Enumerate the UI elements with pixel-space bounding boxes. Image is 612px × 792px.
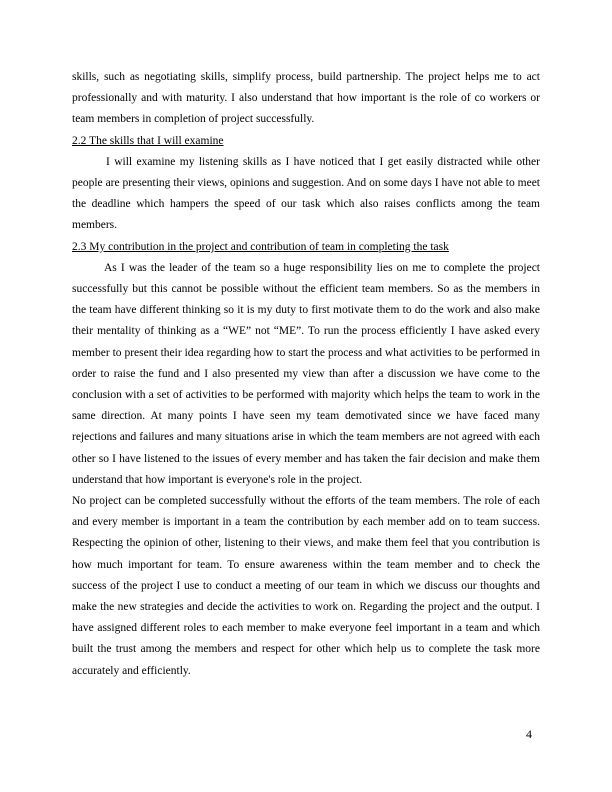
paragraph-continuation: skills, such as negotiating skills, simplify process, build partnership. The project helps me to act professionally and with maturity. I also understand that how important is the role of co workers or team members in completion of project successfully. bbox=[72, 71, 540, 126]
page-number: 4 bbox=[526, 727, 532, 741]
section-heading-2-2: 2.2 The skills that I will examine bbox=[72, 134, 224, 147]
paragraph-team-effort: No project can be completed successfully without the efforts of the team members. The role of each and every member is important in a team the contribution by each member add on to team success. Respecting the opinion of other, listening to their views, and make them feel that you contribution is how much important for team. To ensure awareness within the team member and to check the success of the project I use to conduct a meeting of our team in which we discuss our thoughts and make the new strategies and decide the activities to work on. Regarding the project and the output. I have assigned different roles to each member to make everyone feel important in a team and which built the trust among the members and respect for other which help us to complete the task more accurately and efficiently. bbox=[72, 495, 540, 677]
section-heading-2-3: 2.3 My contribution in the project and contribution of team in completing the task bbox=[72, 240, 449, 253]
page-body bbox=[72, 67, 540, 682]
paragraph-skills-examine: I will examine my listening skills as I have noticed that I get easily distracted while other people are presenting their views, opinions and suggestion. And on some days I have not able to meet the deadline which hampers the speed of our task which also raises conflicts among the team members. bbox=[72, 155, 540, 232]
paragraph-contribution: As I was the leader of the team so a huge responsibility lies on me to complete the project successfully but this cannot be possible without the efficient team members. So as the members in the team have different thinking so it is my duty to first motivate them to do the work and also make their mentality of thinking as a “WE” not “ME”. To run the process efficiently I have asked every member to present their idea regarding how to start the process and what activities to be performed in order to raise the fund and I also presented my view than after a discussion we have come to the conclusion with a set of activities to be performed with majority which helps the team to work in the same direction. At many points I have seen my team demotivated since we have faced many rejections and failures and many situations arise in which the team members are not agreed with each other so I have listened to the issues of every member and has taken the fair decision and make them understand that how important is everyone's role in the project. bbox=[72, 261, 540, 486]
